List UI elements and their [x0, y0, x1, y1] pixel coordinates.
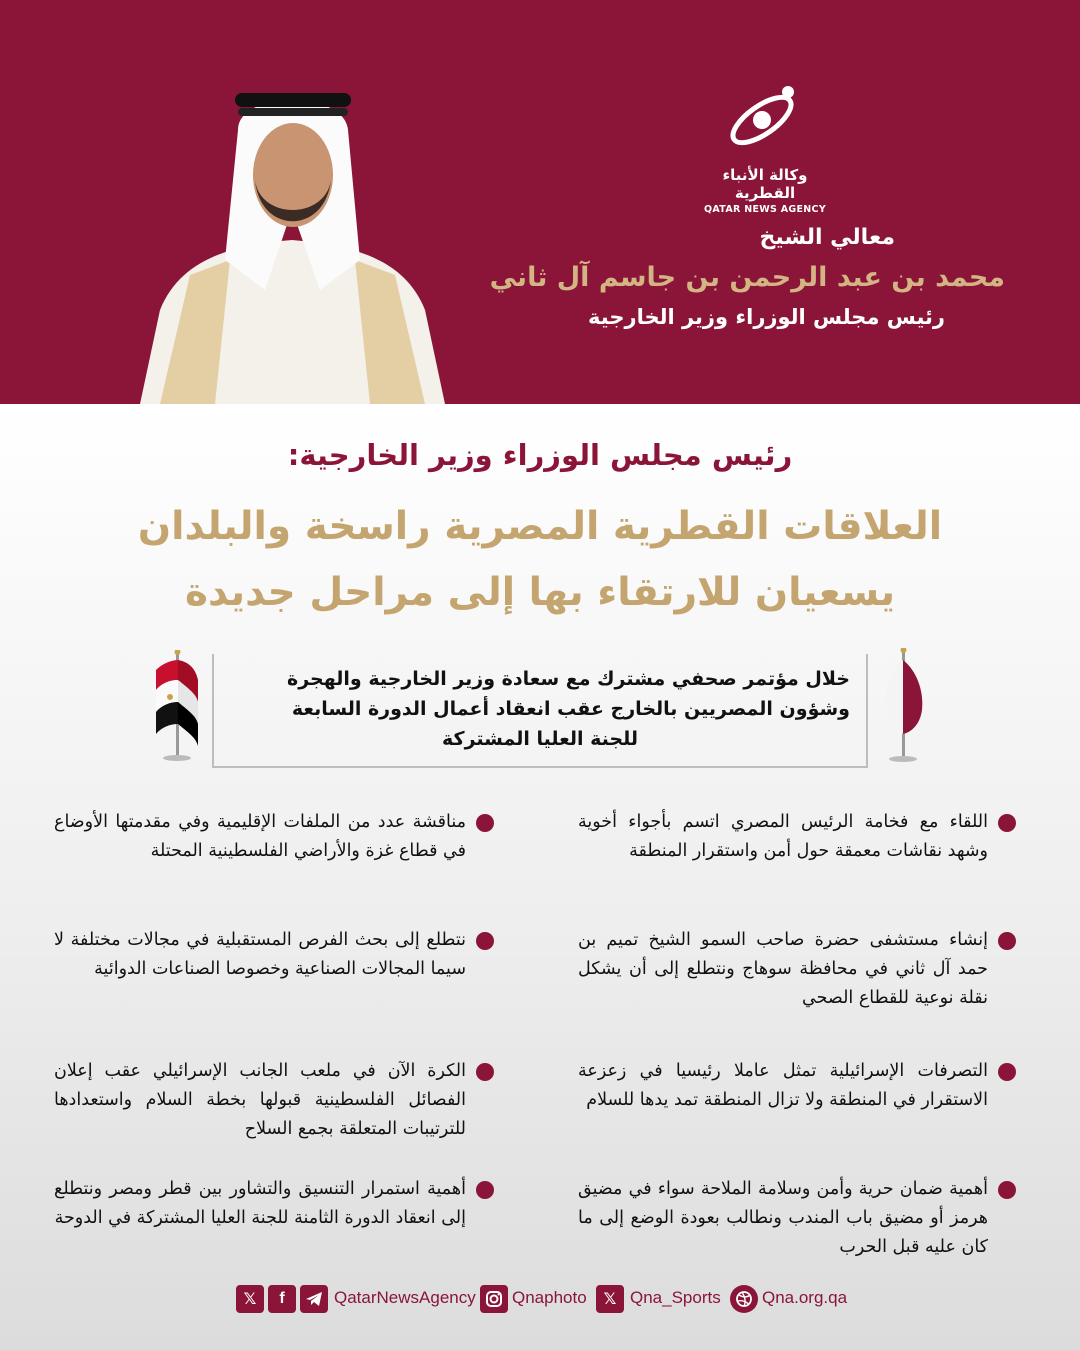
agency-name-ar: وكالة الأنباء القطرية	[722, 166, 808, 202]
headline-label: رئيس مجلس الوزراء وزير الخارجية:	[287, 438, 793, 472]
qna-logo	[700, 80, 830, 215]
context-line-3: للجنة العليا المشتركة	[442, 728, 638, 750]
list-item: التصرفات الإسرائيلية تمثل عاملا رئيسيا في زعزعة الاستقرار في المنطقة ولا تزال المنطقة تمد يدها للسلام	[578, 1057, 988, 1115]
header-banner	[0, 0, 1080, 404]
headline	[60, 494, 1020, 626]
portrait-image	[120, 60, 465, 404]
handle-sports[interactable]: Qna_Sports	[630, 1288, 721, 1307]
list-item: نتطلع إلى بحث الفرص المستقبلية في مجالات مختلفة لا سيما المجالات الصناعية وخصوصا الصناعات الدوائية	[54, 926, 466, 984]
person-name: محمد بن عبد الرحمن بن جاسم آل ثاني	[489, 262, 1005, 293]
bullet-dot-icon	[476, 932, 494, 950]
list-item: مناقشة عدد من الملفات الإقليمية وفي مقدمتها الأوضاع في قطاع غزة والأراضي الفلسطينية المحتلة	[54, 808, 466, 866]
person-title: رئيس مجلس الوزراء وزير الخارجية	[588, 305, 945, 329]
qatar-flag-icon	[872, 648, 932, 766]
person-block	[445, 225, 1005, 329]
egypt-flag-icon	[148, 650, 208, 765]
website-link[interactable]: Qna.org.qa	[762, 1288, 848, 1307]
x-icon[interactable]: 𝕏	[596, 1285, 624, 1313]
bullet-dot-icon	[476, 814, 494, 832]
bullet-dot-icon	[476, 1063, 494, 1081]
list-item: إنشاء مستشفى حضرة صاحب السمو الشيخ تميم بن حمد آل ثاني في محافظة سوهاج ونتطلع إلى أن يشكل نقلة نوعية للقطاع الصحي	[578, 926, 988, 1013]
bullet-dot-icon	[998, 932, 1016, 950]
list-item: أهمية ضمان حرية وأمن وسلامة الملاحة سواء في مضيق هرمز أو مضيق باب المندب ونطالب بعودة الوضع إلى ما كان عليه قبل الحرب	[578, 1175, 988, 1262]
list-item: الكرة الآن في ملعب الجانب الإسرائيلي عقب إعلان الفصائل الفلسطينية قبولها بخطة السلام واستعدادها للترتيبات المتعلقة بجمع السلاح	[54, 1057, 466, 1144]
bullet-dot-icon	[476, 1181, 494, 1199]
bullet-dot-icon	[998, 814, 1016, 832]
context-line-1: خلال مؤتمر صحفي مشترك مع سعادة وزير الخارجية والهجرة	[287, 668, 850, 690]
handle-main[interactable]: QatarNewsAgency	[334, 1288, 476, 1307]
facebook-icon[interactable]: f	[268, 1285, 296, 1313]
qna-logo-icon	[720, 80, 810, 160]
context-line-2: وشؤون المصريين بالخارج عقب انعقاد أعمال الدورة السابعة	[291, 698, 850, 720]
x-icon[interactable]: 𝕏	[236, 1285, 264, 1313]
globe-icon[interactable]	[730, 1285, 758, 1313]
instagram-icon[interactable]	[480, 1285, 508, 1313]
person-honorific: معالي الشيخ	[759, 225, 895, 250]
headline-line-1: العلاقات القطرية المصرية راسخة والبلدان	[137, 504, 943, 549]
context-text	[230, 664, 850, 754]
list-item: أهمية استمرار التنسيق والتشاور بين قطر ومصر ونتطلع إلى انعقاد الدورة الثامنة للجنة العليا المشتركة في الدوحة	[54, 1175, 466, 1233]
bullet-dot-icon	[998, 1063, 1016, 1081]
headline-line-2: يسعيان للارتقاء بها إلى مراحل جديدة	[184, 570, 896, 615]
telegram-icon[interactable]	[300, 1285, 328, 1313]
bullet-dot-icon	[998, 1181, 1016, 1199]
agency-name-en: QATAR NEWS AGENCY	[703, 204, 827, 215]
list-item: اللقاء مع فخامة الرئيس المصري اتسم بأجواء أخوية وشهد نقاشات معمقة حول أمن واستقرار المنطقة	[578, 808, 988, 866]
handle-photo[interactable]: Qnaphoto	[512, 1288, 587, 1307]
